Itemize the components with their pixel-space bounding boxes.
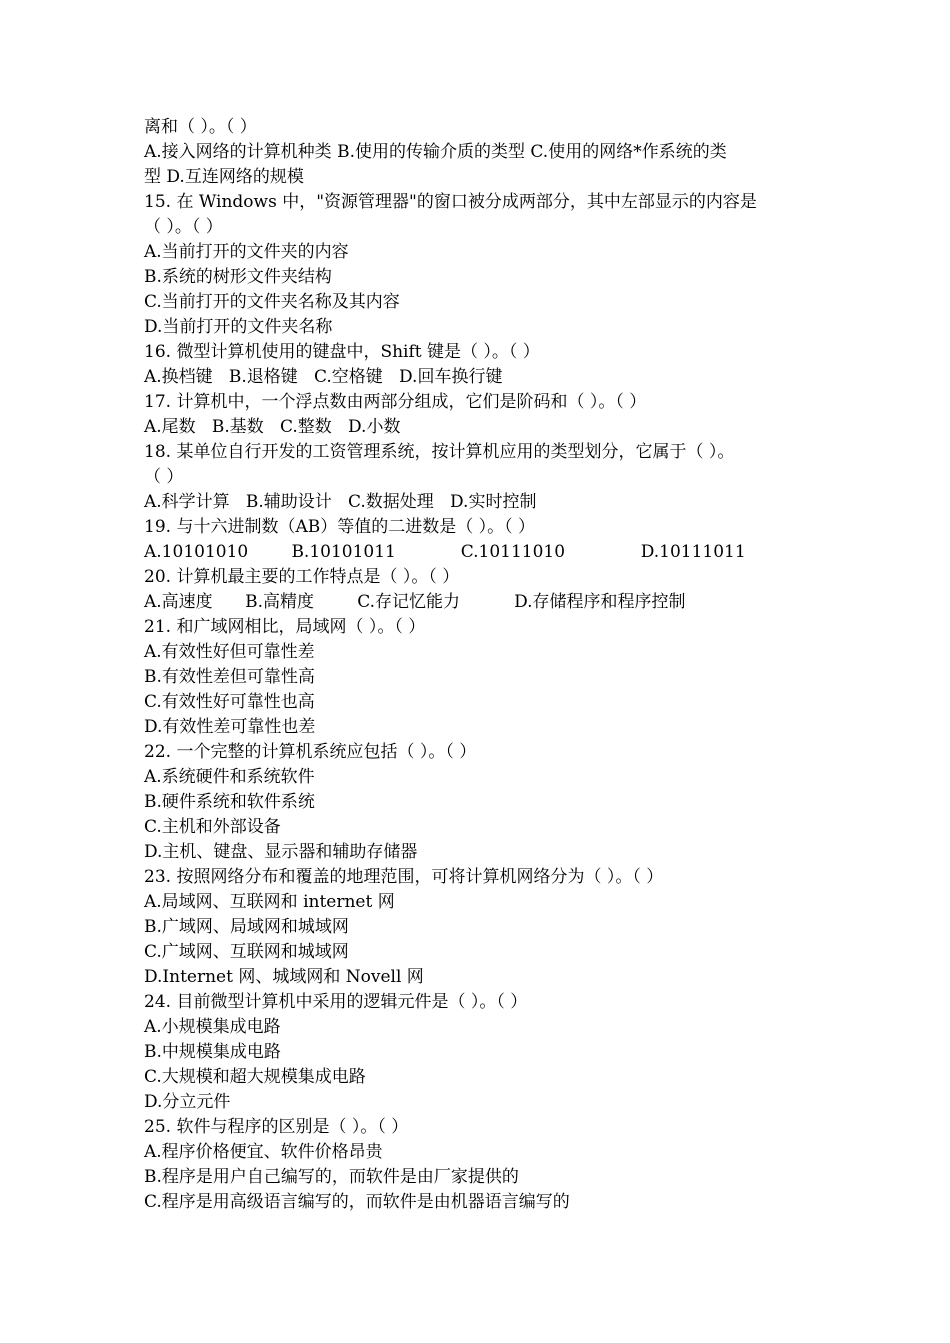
- question-25-stem: 25. 软件与程序的区别是（ ）。（ ）: [144, 1117, 409, 1137]
- question-21-option-b: B.有效性差但可靠性高: [144, 667, 315, 687]
- question-25-option-b: B.程序是用户自己编写的，而软件是由厂家提供的: [144, 1167, 519, 1187]
- question-18-stem-cont: （ ）: [144, 467, 184, 487]
- question-21-stem: 21. 和广域网相比，局域网（ ）。（ ）: [144, 617, 426, 637]
- question-17-options: A.尾数 B.基数 C.整数 D.小数: [144, 417, 401, 437]
- question-15-option-b: B.系统的树形文件夹结构: [144, 267, 332, 287]
- question-24-option-c: C.大规模和超大规模集成电路: [144, 1067, 366, 1087]
- question-17-stem: 17. 计算机中，一个浮点数由两部分组成，它们是阶码和（ ）。（ ）: [144, 392, 647, 412]
- question-24-option-d: D.分立元件: [144, 1092, 231, 1112]
- question-21-option-d: D.有效性差可靠性也差: [144, 717, 316, 737]
- question-15-stem: 15. 在 Windows 中，"资源管理器"的窗口被分成两部分，其中左部显示的内容是: [144, 192, 757, 212]
- question-14-options-cont: 型 D.互连网络的规模: [144, 167, 304, 187]
- question-20-options: A.高速度 B.高精度 C.存记忆能力 D.存储程序和程序控制: [144, 592, 686, 612]
- question-22-option-a: A.系统硬件和系统软件: [144, 767, 315, 787]
- question-23-option-a: A.局域网、互联网和 internet 网: [144, 892, 395, 912]
- question-22-option-c: C.主机和外部设备: [144, 817, 281, 837]
- question-19-stem: 19. 与十六进制数（AB）等值的二进数是（ ）。（ ）: [144, 517, 536, 537]
- question-19-options: A.10101010 B.10101011 C.10111010 D.10111011: [144, 542, 746, 562]
- question-16-options: A.换档键 B.退格键 C.空格键 D.回车换行键: [144, 367, 503, 387]
- question-22-option-d: D.主机、键盘、显示器和辅助存储器: [144, 842, 418, 862]
- text-line: 离和（ ）。（ ）: [144, 117, 257, 137]
- question-15-stem-cont: （ ）。（ ）: [144, 217, 223, 237]
- question-23-option-c: C.广域网、互联网和城域网: [144, 942, 349, 962]
- question-21-option-c: C.有效性好可靠性也高: [144, 692, 315, 712]
- question-24-option-a: A.小规模集成电路: [144, 1017, 281, 1037]
- question-15-option-d: D.当前打开的文件夹名称: [144, 317, 333, 337]
- question-23-option-b: B.广域网、局域网和城域网: [144, 917, 349, 937]
- question-23-stem: 23. 按照网络分布和覆盖的地理范围，可将计算机网络分为（ ）。（ ）: [144, 867, 664, 887]
- question-16-stem: 16. 微型计算机使用的键盘中，Shift 键是（ ）。（ ）: [144, 342, 540, 362]
- question-24-option-b: B.中规模集成电路: [144, 1042, 281, 1062]
- question-20-stem: 20. 计算机最主要的工作特点是（ ）。（ ）: [144, 567, 460, 587]
- question-23-option-d: D.Internet 网、城域网和 Novell 网: [144, 967, 424, 987]
- question-18-options: A.科学计算 B.辅助设计 C.数据处理 D.实时控制: [144, 492, 537, 512]
- question-22-option-b: B.硬件系统和软件系统: [144, 792, 315, 812]
- question-24-stem: 24. 目前微型计算机中采用的逻辑元件是（ ）。（ ）: [144, 992, 528, 1012]
- question-18-stem: 18. 某单位自行开发的工资管理系统，按计算机应用的类型划分，它属于（ ）。: [144, 442, 735, 462]
- question-25-option-a: A.程序价格便宜、软件价格昂贵: [144, 1142, 383, 1162]
- question-25-option-c: C.程序是用高级语言编写的，而软件是由机器语言编写的: [144, 1192, 570, 1212]
- question-21-option-a: A.有效性好但可靠性差: [144, 642, 315, 662]
- question-14-options: A.接入网络的计算机种类 B.使用的传输介质的类型 C.使用的网络*作系统的类: [144, 142, 727, 162]
- question-15-option-a: A.当前打开的文件夹的内容: [144, 242, 349, 262]
- question-15-option-c: C.当前打开的文件夹名称及其内容: [144, 292, 400, 312]
- question-22-stem: 22. 一个完整的计算机系统应包括（ ）。（ ）: [144, 742, 477, 762]
